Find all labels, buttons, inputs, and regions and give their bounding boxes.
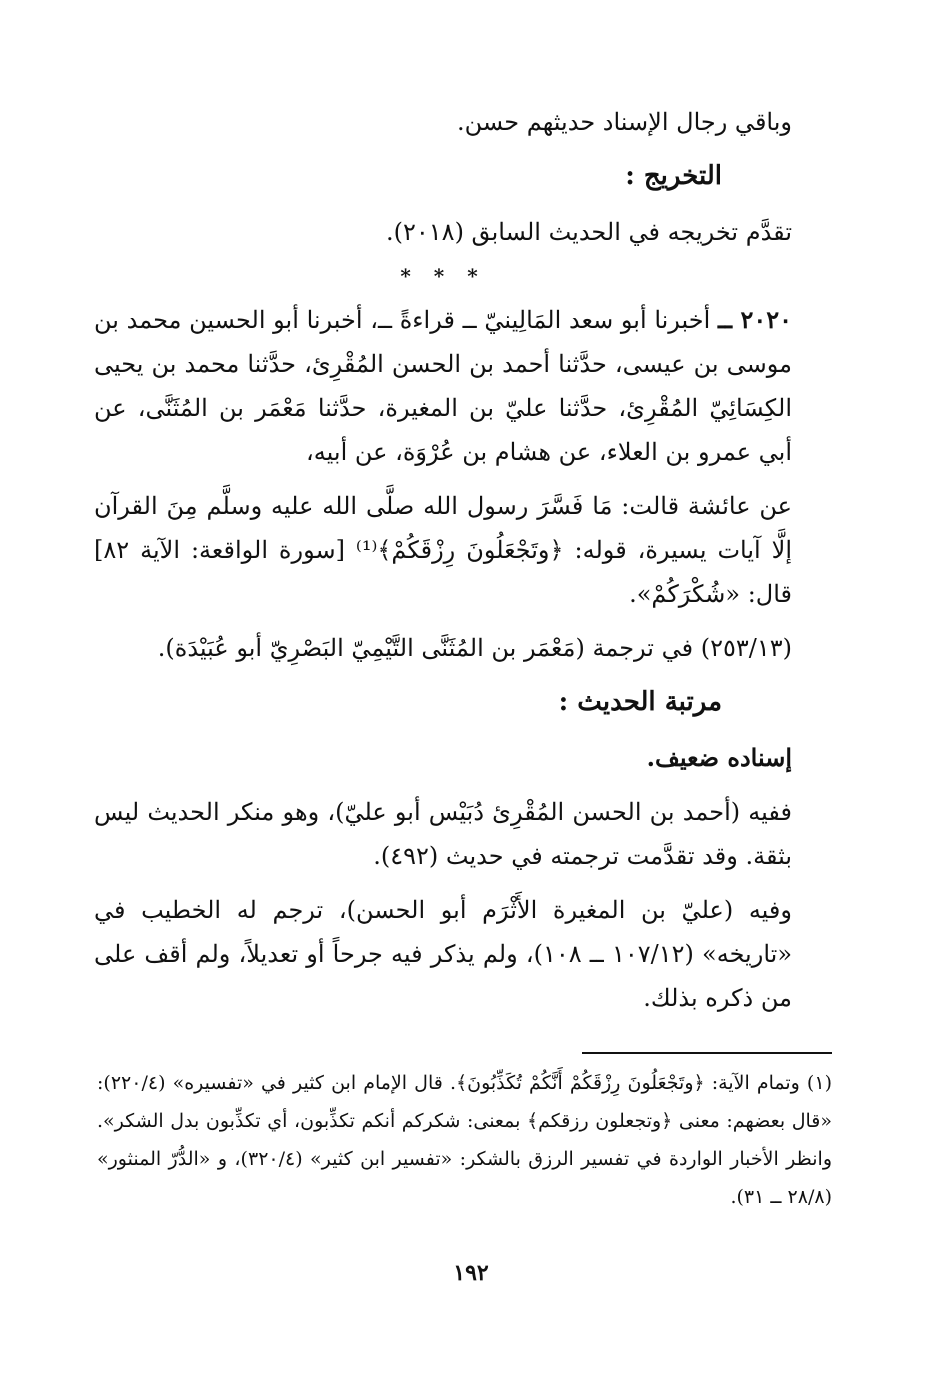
hadith-matn: عن عائشة قالت: مَا فَسَّرَ رسول الله صلَّى الله عليه وسلَّم مِنَ القرآن إلَّا آيات يسيرة، قوله: ﴿وتَجْعَلُونَ رِزْقَكُمْ﴾⁽¹⁾ [سورة الواقعة: الآية ٨٢] قال: «شُكْرَكُمْ». (94, 492, 792, 608)
hadith-paragraph (94, 298, 792, 474)
paragraph-takhrij: تقدَّم تخريجه في الحديث السابق (٢٠١٨). (386, 218, 792, 246)
page-body (94, 100, 792, 1030)
heading-takhrij: التخريج : (625, 161, 722, 191)
isnad-grade: إسناده ضعيف. (646, 743, 792, 772)
footnote-1: (١) وتمام الآية: ﴿وتَجْعَلُونَ رِزْقَكُمْ أَنَّكُمْ تُكَذِّبُونَ﴾. قال الإمام ابن كثير في «تفسيره» (٢٢٠/٤): «قال بعضهم: معنى ﴿وتجعلون رزقكم﴾ بمعنى: شكركم أنكم تكذِّبون، أي تكذِّبون بدل الشكر». وانظر الأخبار الواردة في تفسير الرزق بالشكر: «تفسير ابن كثير» (٣٢٠/٤)، و «الدُّرّ المنثور» (٢٨/٨ ــ ٣١). (97, 1072, 832, 1208)
tarjama-reference: (٢٥٣/١٣) في ترجمة (مَعْمَر بن المُثَنَّى التَّيْمِيّ البَصْرِيّ أبو عُبَيْدَة). (157, 634, 792, 662)
paragraph-narrator-ali: وفيه (عليّ بن المغيرة الأَثْرَم أبو الحسن)، ترجم له الخطيب في «تاريخه» (١٠٧/١٢ ــ ١٠٨)، ولم يذكر فيه جرحاً أو تعديلاً، ولم أقف على من ذكره بذلك. (94, 896, 793, 1012)
footnotes (97, 1064, 832, 1216)
hadith-isnad: أخبرنا أبو سعد المَالِينيّ ــ قراءةً ــ، أخبرنا أبو الحسين محمد بن موسى بن عيسى، حدَّثنا أحمد بن الحسن المُقْرِئ، حدَّثنا محمد بن يحيى الكِسَائِيّ المُقْرِئ، حدَّثنا عليّ بن المغيرة، حدَّثنا مَعْمَر بن المُثَنَّى، عن أبي عمرو بن العلاء، عن هشام بن عُرْوَة، عن أبيه، (94, 306, 792, 466)
paragraph-narrator-ahmad: ففيه (أحمد بن الحسن المُقْرِئ دُبَيْس أبو عليّ)، وهو منكر الحديث ليس بثقة. وقد تقدَّمت ترجمته في حديث (٤٩٢). (94, 798, 792, 870)
section-separator: * * * (400, 264, 486, 288)
heading-rutba: مرتبة الحديث : (558, 687, 722, 717)
paragraph-isnad-hasan: وباقي رجال الإسناد حديثهم حسن. (457, 108, 792, 136)
footnote-divider (582, 1052, 832, 1054)
page-number: ١٩٢ (453, 1260, 489, 1286)
hadith-number: ٢٠٢٠ ــ (717, 305, 793, 334)
